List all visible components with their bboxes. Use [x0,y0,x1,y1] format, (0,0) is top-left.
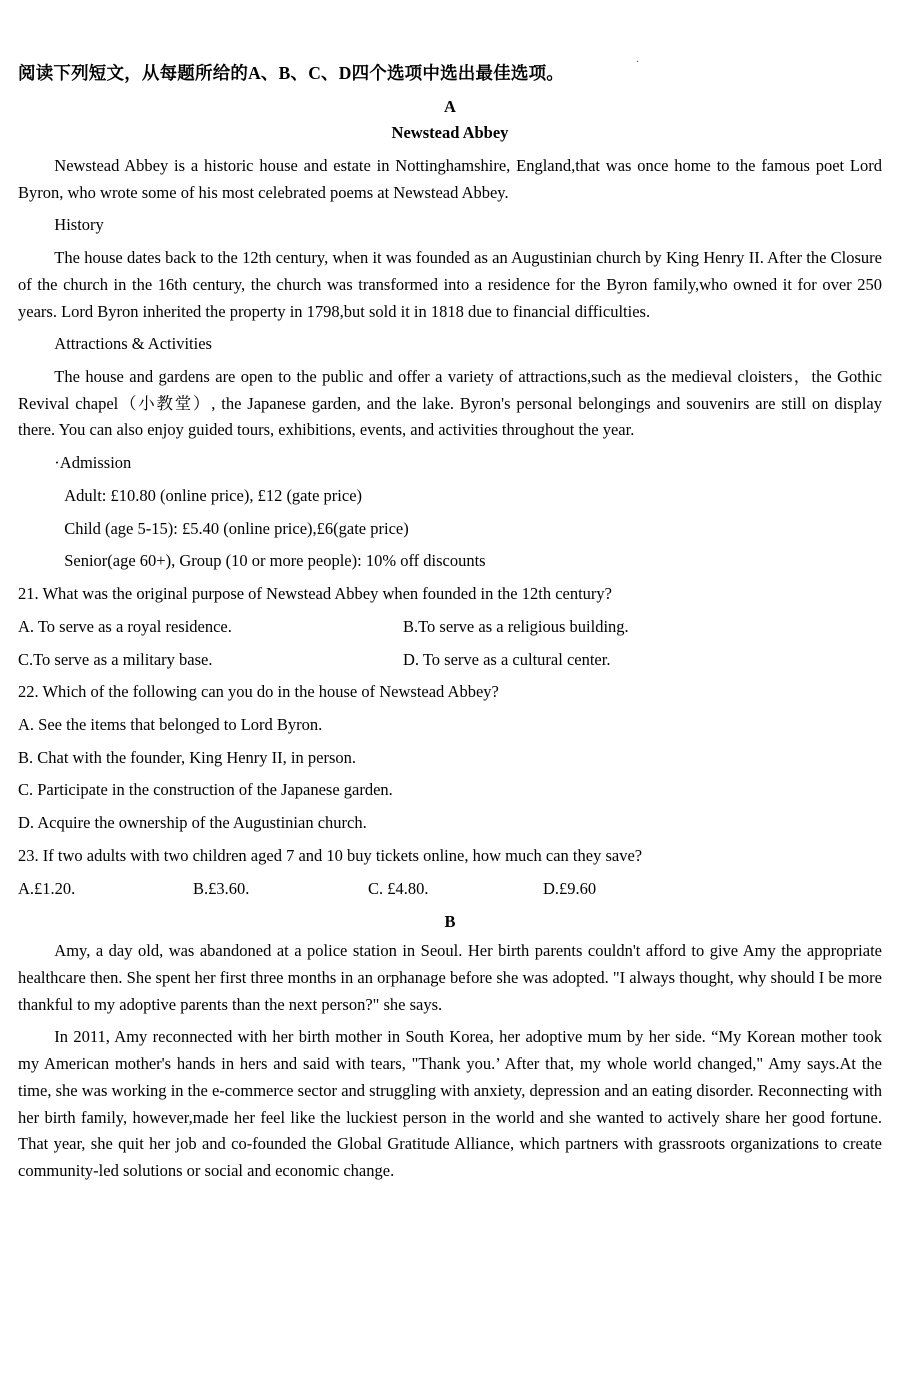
page-dot-mark: . [636,51,639,65]
admission-adult: Adult: £10.80 (online price), £12 (gate price) [64,485,363,505]
question-21-options-row-2 [18,647,882,674]
passage-b-paragraph-1: Amy, a day old, was abandoned at a police station in Seoul. Her birth parents couldn't afford to give Amy the appropriate healthcare then. She spent her first three months in an orphanage before she was adopted. "I always thought, why should I be more thankful to my adoptive parents than the next person?" she says. [18,941,882,1014]
passage-a-letter: A [444,97,456,116]
passage-b-paragraph-2: In 2011, Amy reconnected with her birth mother in South Korea, her adoptive mum by her side. “My Korean mother took my American mother's hands in hers and said with tears, "Thank you.’ After that, my whole world changed," Amy says.At the time, she was working in the e-commerce sector and struggling with anxiety, depression and an eating disorder. Reconnecting with her birth family, however,made her feel like the luckiest person in the world and she wanted to actively share her good fortune. That year, she quit her job and co-founded the Global Gratitude Alliance, which partners with grassroots organizations to create community-led solutions or social and economic change. [18,1027,882,1180]
question-21-option-c[interactable]: C.To serve as a military base. [18,649,213,669]
question-21-option-a[interactable]: A. To serve as a royal residence. [18,616,232,636]
question-21-option-b[interactable]: B.To serve as a religious building. [403,616,629,636]
passage-a-attractions-heading: Attractions & Activities [54,334,212,354]
question-22-stem: 22. Which of the following can you do in the house of Newstead Abbey? [18,682,499,702]
question-21-stem: 21. What was the original purpose of Newstead Abbey when founded in the 12th century? [18,584,612,604]
question-23-option-b[interactable]: B.£3.60. [193,878,250,898]
passage-a-title: Newstead Abbey [391,123,509,142]
passage-a-admission-heading: ·Admission [54,453,132,473]
question-22-option-c[interactable]: C. Participate in the construction of the Japanese garden. [18,780,393,800]
question-21-option-d[interactable]: D. To serve as a cultural center. [403,649,611,669]
passage-a-attractions-text: The house and gardens are open to the public and offer a variety of attractions,such as the medieval cloisters，the Gothic Revival chapel（小教堂）, the Japanese garden, and the lake. Byron's personal belongings and souvenirs are still on display there. You can also enjoy guided tours, exhibitions, events, and activities throughout the year. [18,367,882,440]
passage-a-history-text: The house dates back to the 12th century, when it was founded as an Augustinian church by King Henry II. After the Closure of the church in the 16th century, the church was transformed into a residence for the Byron family,who owned it for over 250 years. Lord Byron inherited the property in 1798,but sold it in 1818 due to financial difficulties. [18,248,882,321]
reading-instruction: 阅读下列短文，从每题所给的A、B、C、D四个选项中选出最佳选项。 [18,63,564,83]
question-23-options-row [18,876,882,903]
question-23-stem: 23. If two adults with two children aged 7 and 10 buy tickets online, how much can they save? [18,845,643,865]
admission-senior-group: Senior(age 60+), Group (10 or more people): 10% off discounts [64,551,486,571]
passage-b-letter: B [444,912,456,932]
question-23-option-c[interactable]: C. £4.80. [368,878,429,898]
passage-a-history-heading: History [54,215,104,235]
question-23-option-a[interactable]: A.£1.20. [18,878,76,898]
question-21-options-row-1 [18,614,882,641]
question-22-option-d[interactable]: D. Acquire the ownership of the Augustinian church. [18,813,367,833]
question-22-option-a[interactable]: A. See the items that belonged to Lord Byron. [18,714,323,734]
question-23-option-d[interactable]: D.£9.60 [543,878,597,898]
question-22-option-b[interactable]: B. Chat with the founder, King Henry II, in person. [18,747,356,767]
passage-a-intro: Newstead Abbey is a historic house and estate in Nottinghamshire, England,that was once home to the famous poet Lord Byron, who wrote some of his most celebrated poems at Newstead Abbey. [18,156,882,202]
admission-child: Child (age 5-15): £5.40 (online price),£6(gate price) [64,518,409,538]
